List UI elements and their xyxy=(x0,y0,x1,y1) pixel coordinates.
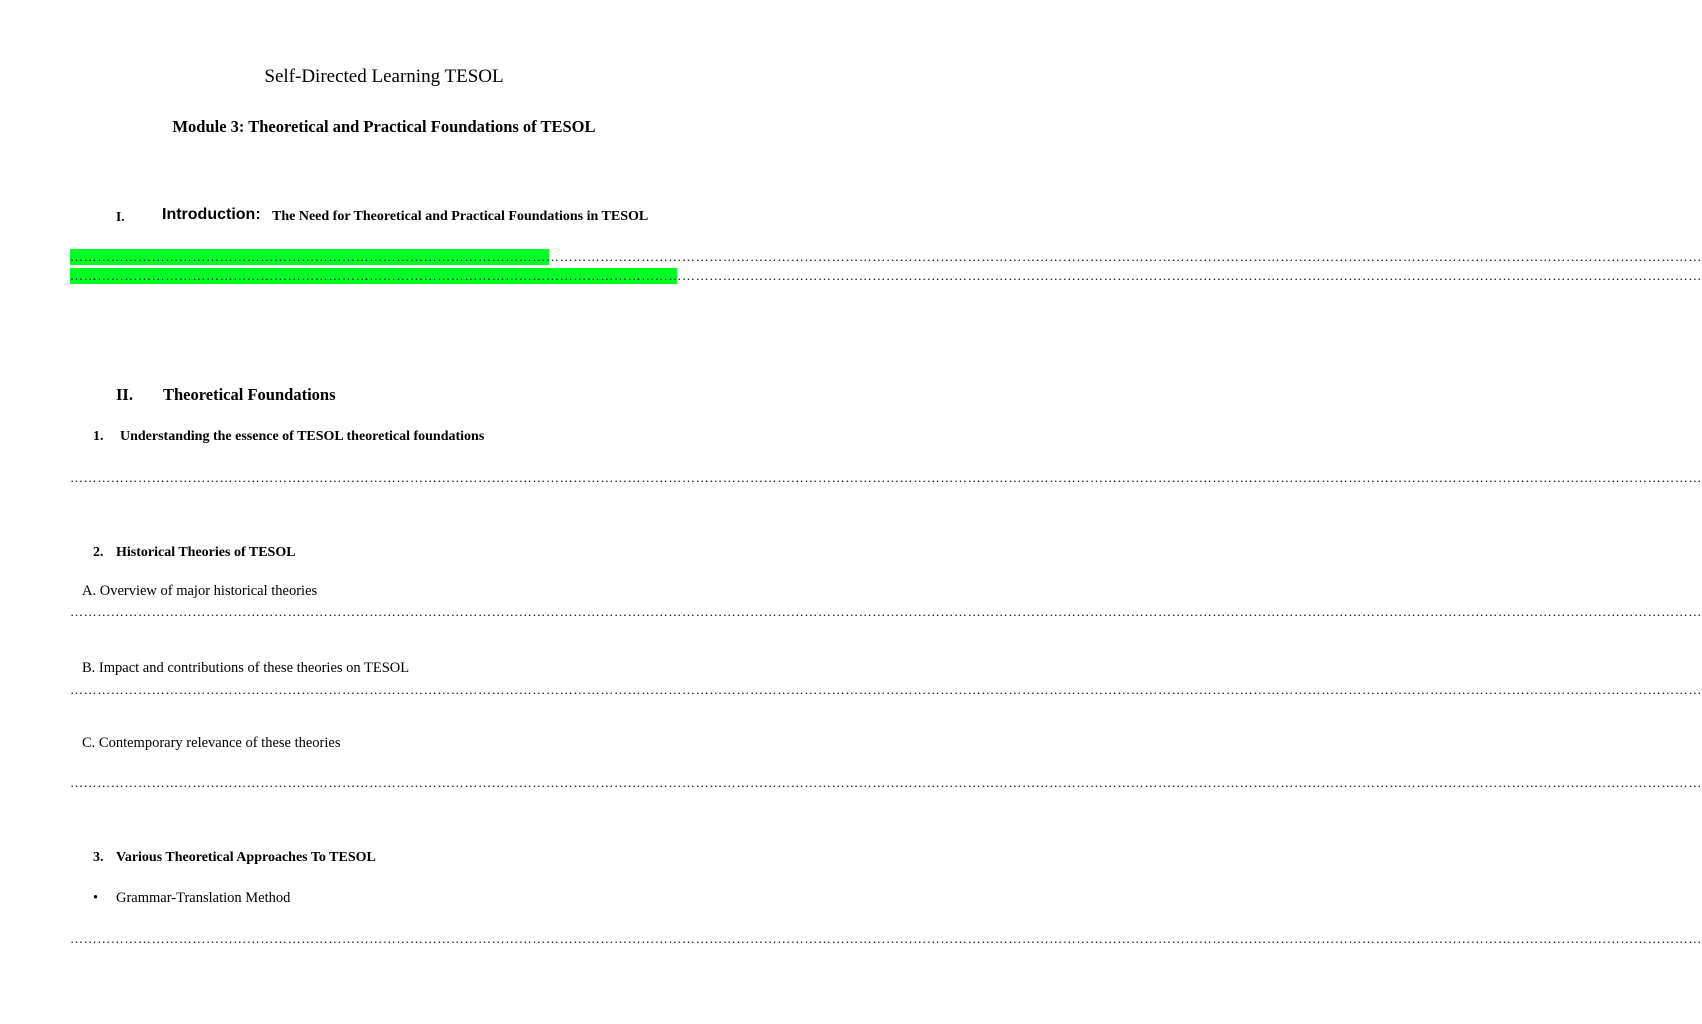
item-2-number: 2. xyxy=(93,545,104,560)
dotted-answer-line: ……………………………………………………………………………………………………………………………………………………………………………………………………………………………………………………………………………………………………………………………… xyxy=(70,604,1702,619)
item-3-number: 3. xyxy=(93,850,104,865)
dotted-answer-line: ……………………………………………………………………………………………………………………………………………………………………………………………………………………………………………………………………………………………………………………………… xyxy=(70,682,1702,697)
bullet-item-grammar-translation: Grammar-Translation Method xyxy=(116,890,291,906)
dotted-answer-line: ……………………………………………………………………………………………………………………………………………………………………………………………………………………………………………………………………………………………………………………………… xyxy=(70,775,1702,790)
module-subtitle: Module 3: Theoretical and Practical Foundations of TESOL xyxy=(172,117,596,136)
item-3-heading: Various Theoretical Approaches To TESOL xyxy=(116,850,376,865)
item-2-heading: Historical Theories of TESOL xyxy=(116,545,296,560)
section-i-numeral: I. xyxy=(116,209,125,224)
dotted-answer-line: ……………………………………………………………………………………………………………………………………………………………………………………………………………………………………………………………………………………………………………………………… xyxy=(70,931,1702,946)
item-1-number: 1. xyxy=(93,429,104,444)
section-ii-numeral: II. xyxy=(116,385,133,404)
section-i-heading: Introduction: xyxy=(162,206,261,223)
highlighted-dotted-line: ……………………………………………………………………………………………………………………………………………………………………………………………………………………………………………………………………………………………………………………………… xyxy=(70,249,1702,264)
bullet-icon: • xyxy=(93,890,99,906)
dotted-answer-line: ……………………………………………………………………………………………………………………………………………………………………………………………………………………………………………………………………………………………………………………………… xyxy=(70,470,1702,485)
document-title: Self-Directed Learning TESOL xyxy=(264,66,504,87)
highlighted-dotted-line: ……………………………………………………………………………………………………………………………………………………………………………………………………………………………………………………………………………………………………………………………… xyxy=(70,268,1702,283)
section-ii-heading: Theoretical Foundations xyxy=(163,385,336,404)
subitem-a: A. Overview of major historical theories xyxy=(82,583,318,599)
section-i-heading-rest: The Need for Theoretical and Practical Foundations in TESOL xyxy=(272,209,649,224)
subitem-c: C. Contemporary relevance of these theories xyxy=(82,735,341,751)
item-1-heading: Understanding the essence of TESOL theoretical foundations xyxy=(120,429,485,444)
subitem-b: B. Impact and contributions of these theories on TESOL xyxy=(82,660,410,676)
